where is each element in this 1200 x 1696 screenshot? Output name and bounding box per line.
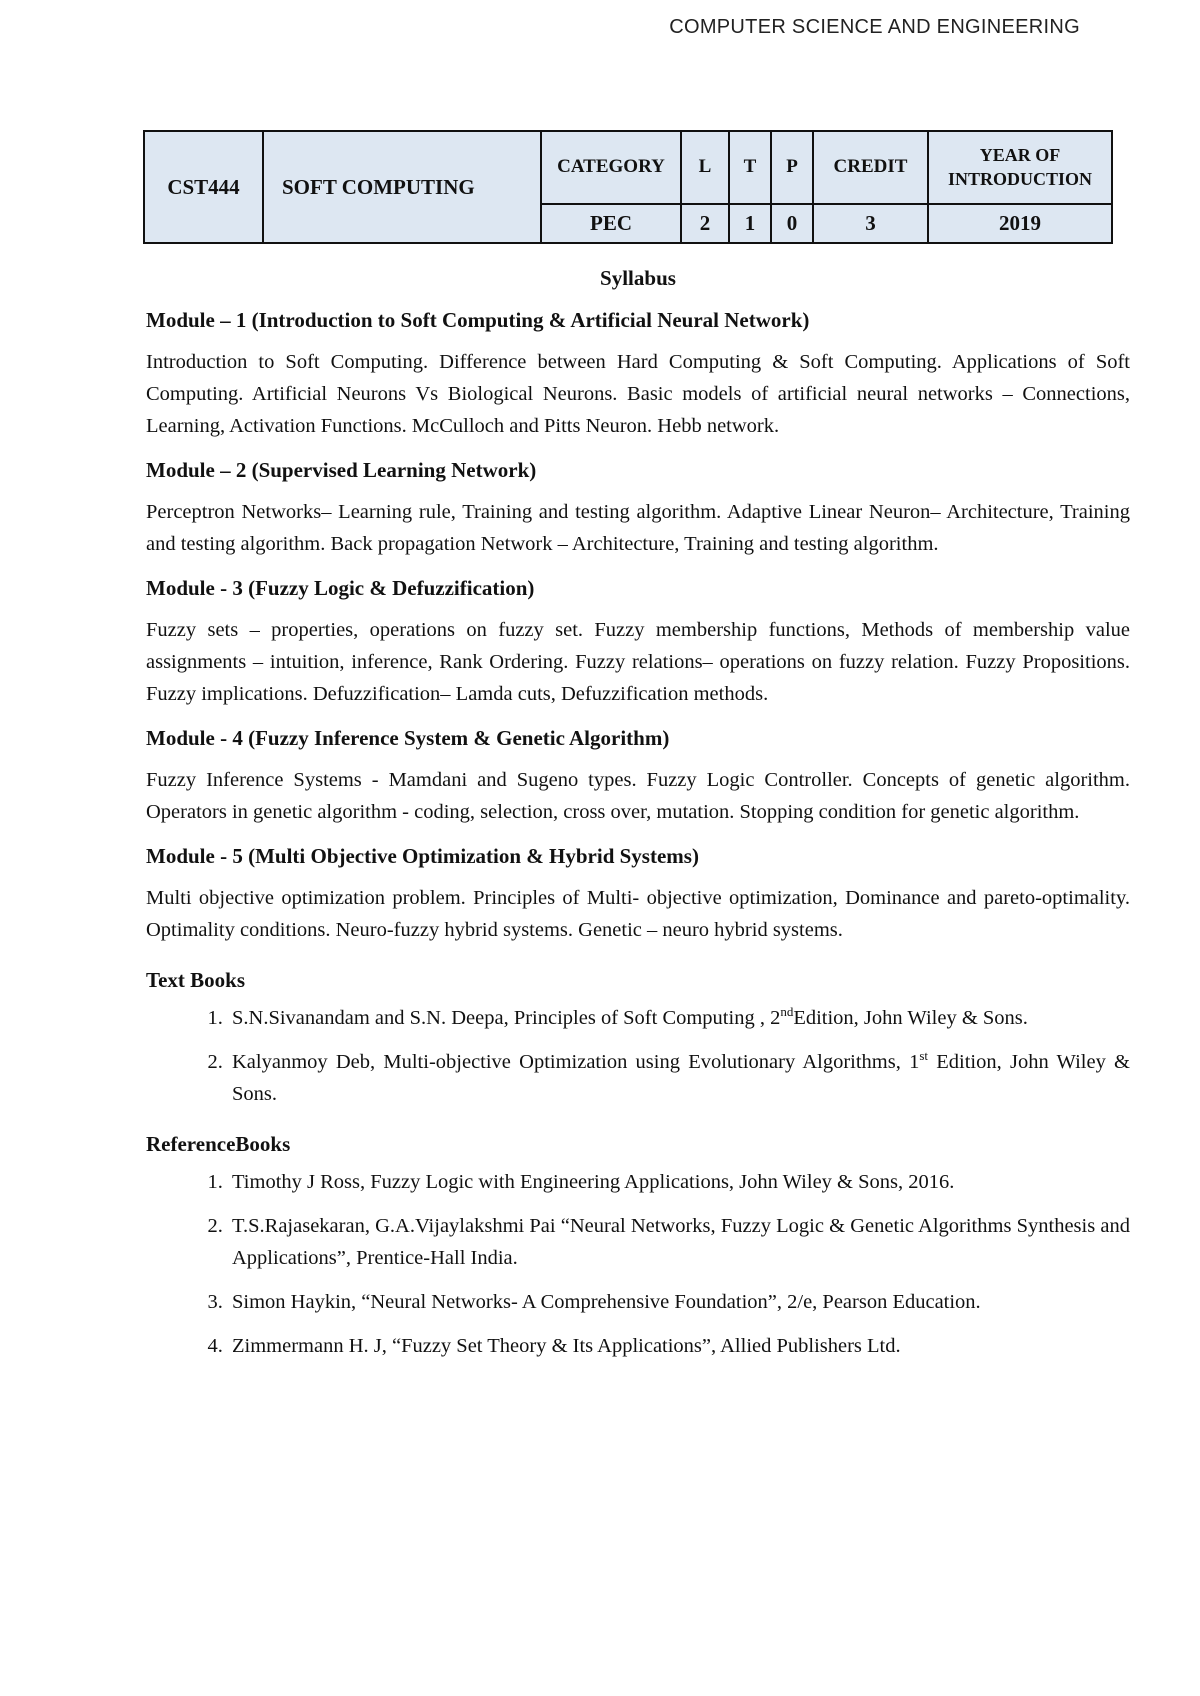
module-4-body: Fuzzy Inference Systems - Mamdani and Sugeno types. Fuzzy Logic Controller. Concepts of genetic algorithm. Operators in genetic algorithm - coding, selection, cross over, mutation. Stopping condition for genetic algorithm. bbox=[146, 769, 1130, 823]
course-name: SOFT COMPUTING bbox=[263, 131, 541, 243]
reference-book-item: 4. Zimmermann H. J, “Fuzzy Set Theory & Its Applications”, Allied Publishers Ltd. bbox=[228, 1330, 1130, 1362]
module-5-body: Multi objective optimization problem. Principles of Multi- objective optimization, Dominance and pareto-optimality. Optimality conditions. Neuro-fuzzy hybrid systems. Genetic – neuro hybrid systems. bbox=[146, 887, 1130, 941]
module-3-title: Module - 3 (Fuzzy Logic & Defuzzification) bbox=[146, 576, 535, 600]
reference-books-list bbox=[146, 1166, 1130, 1362]
year-header-line1: YEAR OF bbox=[979, 145, 1061, 166]
module-4-title: Module - 4 (Fuzzy Inference System & Genetic Algorithm) bbox=[146, 726, 670, 750]
year-header-line2: INTRODUCTION bbox=[947, 169, 1093, 190]
syllabus-content bbox=[146, 262, 1130, 1374]
module-5-title: Module - 5 (Multi Objective Optimization & Hybrid Systems) bbox=[146, 844, 699, 868]
year-of-introduction-header bbox=[928, 131, 1112, 204]
module-2-body: Perceptron Networks– Learning rule, Training and testing algorithm. Adaptive Linear Neuron– Architecture, Training and testing algorithm. Back propagation Network – Architecture, Training and testing algorithm. bbox=[146, 501, 1130, 555]
credit-value: 3 bbox=[813, 204, 928, 243]
syllabus-title: Syllabus bbox=[600, 266, 676, 290]
text-book-1-edition-suffix: nd bbox=[780, 1004, 794, 1020]
tutorial-header: T bbox=[729, 131, 771, 204]
lecture-value: 2 bbox=[681, 204, 729, 243]
text-book-1-main: S.N.Sivanandam and S.N. Deepa, Principles of Soft Computing , 2 bbox=[232, 1007, 781, 1029]
text-books-title: Text Books bbox=[146, 968, 246, 992]
tutorial-value: 1 bbox=[729, 204, 771, 243]
module-2-title: Module – 2 (Supervised Learning Network) bbox=[146, 458, 537, 482]
category-value: PEC bbox=[541, 204, 681, 243]
module-1-title: Module – 1 (Introduction to Soft Computing & Artificial Neural Network) bbox=[146, 308, 810, 332]
course-code: CST444 bbox=[144, 131, 263, 243]
text-book-item bbox=[228, 1002, 1130, 1034]
text-books-list bbox=[146, 1002, 1130, 1110]
text-book-2-rest: Edition, John Wiley & Sons. bbox=[232, 1051, 1130, 1105]
lecture-header: L bbox=[681, 131, 729, 204]
text-book-2-edition-suffix: st bbox=[919, 1048, 929, 1064]
text-book-1-rest: Edition, John Wiley & Sons. bbox=[793, 1007, 1028, 1029]
reference-book-item: 2. T.S.Rajasekaran, G.A.Vijaylakshmi Pai “Neural Networks, Fuzzy Logic & Genetic Algorithms Synthesis and Applications”, Prentice-Hall India. bbox=[228, 1210, 1130, 1274]
practical-header: P bbox=[771, 131, 813, 204]
course-info-table bbox=[143, 130, 1113, 244]
module-3-body: Fuzzy sets – properties, operations on fuzzy set. Fuzzy membership functions, Methods of membership value assignments – intuition, inference, Rank Ordering. Fuzzy relations– operations on fuzzy relation. Fuzzy Propositions. Fuzzy implications. Defuzzification– Lamda cuts, Defuzzification methods. bbox=[146, 619, 1130, 705]
module-1-body: Introduction to Soft Computing. Difference between Hard Computing & Soft Computing. Applications of Soft Computing. Artificial Neurons Vs Biological Neurons. Basic models of artificial neural networks – Connections, Learning, Activation Functions. McCulloch and Pitts Neuron. Hebb network. bbox=[146, 351, 1130, 437]
text-book-item bbox=[228, 1046, 1130, 1110]
reference-book-item: 1. Timothy J Ross, Fuzzy Logic with Engineering Applications, John Wiley & Sons, 2016. bbox=[228, 1166, 1130, 1198]
course-table-header-row bbox=[144, 131, 1112, 204]
year-value: 2019 bbox=[928, 204, 1112, 243]
practical-value: 0 bbox=[771, 204, 813, 243]
category-header: CATEGORY bbox=[541, 131, 681, 204]
running-header: COMPUTER SCIENCE AND ENGINEERING bbox=[669, 16, 1080, 38]
reference-book-item: 3. Simon Haykin, “Neural Networks- A Comprehensive Foundation”, 2/e, Pearson Education. bbox=[228, 1286, 1130, 1318]
credit-header: CREDIT bbox=[813, 131, 928, 204]
text-book-2-main: Kalyanmoy Deb, Multi-objective Optimization using Evolutionary Algorithms, 1 bbox=[232, 1051, 920, 1073]
reference-books-title: ReferenceBooks bbox=[146, 1132, 291, 1156]
